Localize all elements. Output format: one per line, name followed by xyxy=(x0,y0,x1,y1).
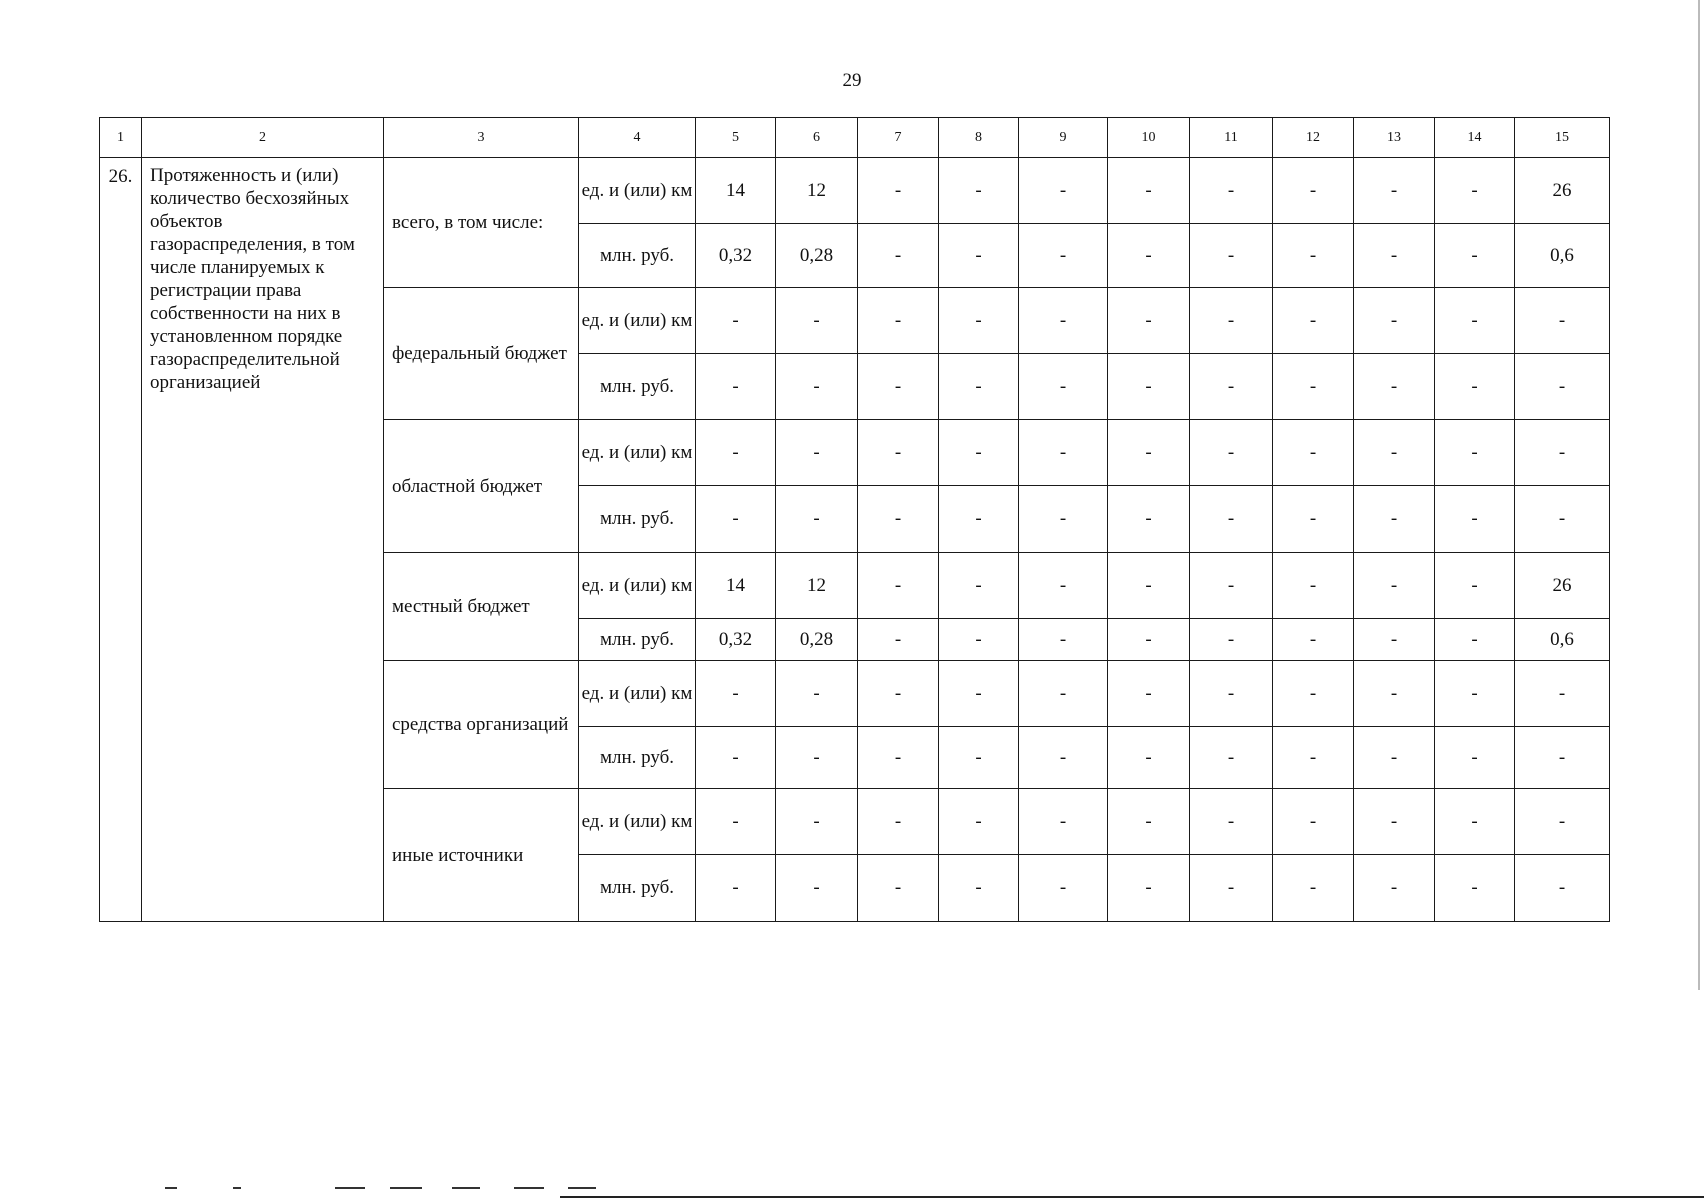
unit-cell: ед. и (или) км xyxy=(579,661,696,727)
value-cell: - xyxy=(1515,727,1610,789)
value-cell: - xyxy=(1190,661,1273,727)
unit-cell: млн. руб. xyxy=(579,727,696,789)
column-header: 12 xyxy=(1273,118,1354,158)
value-cell: - xyxy=(1108,553,1190,619)
value-cell: - xyxy=(1354,224,1435,288)
value-cell: 14 xyxy=(696,553,776,619)
value-cell: 0,6 xyxy=(1515,224,1610,288)
value-cell: - xyxy=(1273,619,1354,661)
value-cell: - xyxy=(939,224,1019,288)
value-cell: - xyxy=(1108,855,1190,922)
value-cell: 0,28 xyxy=(776,224,858,288)
value-cell: - xyxy=(858,354,939,420)
value-cell: - xyxy=(1019,158,1108,224)
value-cell: - xyxy=(1435,224,1515,288)
value-cell: - xyxy=(939,619,1019,661)
value-cell: - xyxy=(1108,486,1190,553)
value-cell: - xyxy=(1108,661,1190,727)
value-cell: - xyxy=(1435,855,1515,922)
column-header: 10 xyxy=(1108,118,1190,158)
value-cell: - xyxy=(858,619,939,661)
value-cell: - xyxy=(696,486,776,553)
value-cell: - xyxy=(1273,224,1354,288)
value-cell: - xyxy=(1019,486,1108,553)
value-cell: - xyxy=(1354,354,1435,420)
unit-cell: млн. руб. xyxy=(579,619,696,661)
scan-dash xyxy=(233,1187,241,1189)
value-cell: - xyxy=(1515,288,1610,354)
value-cell: - xyxy=(858,661,939,727)
column-header: 7 xyxy=(858,118,939,158)
unit-cell: ед. и (или) км xyxy=(579,158,696,224)
value-cell: - xyxy=(1354,789,1435,855)
value-cell: - xyxy=(776,486,858,553)
value-cell: - xyxy=(1019,420,1108,486)
value-cell: - xyxy=(1273,727,1354,789)
value-cell: - xyxy=(1108,727,1190,789)
value-cell: - xyxy=(858,224,939,288)
value-cell: 12 xyxy=(776,553,858,619)
value-cell: - xyxy=(1435,727,1515,789)
value-cell: - xyxy=(1019,619,1108,661)
column-header: 15 xyxy=(1515,118,1610,158)
value-cell: - xyxy=(776,661,858,727)
row-number: 26. xyxy=(100,158,142,922)
unit-cell: ед. и (или) км xyxy=(579,789,696,855)
value-cell: - xyxy=(776,354,858,420)
value-cell: - xyxy=(1019,354,1108,420)
value-cell: - xyxy=(1273,288,1354,354)
value-cell: - xyxy=(939,420,1019,486)
value-cell: 14 xyxy=(696,158,776,224)
value-cell: - xyxy=(1273,354,1354,420)
value-cell: - xyxy=(776,855,858,922)
value-cell: - xyxy=(1108,158,1190,224)
value-cell: - xyxy=(858,553,939,619)
value-cell: - xyxy=(1019,855,1108,922)
value-cell: - xyxy=(939,288,1019,354)
table-row xyxy=(100,158,1610,224)
funding-source: средства организаций xyxy=(384,661,579,789)
unit-cell: млн. руб. xyxy=(579,224,696,288)
value-cell: - xyxy=(1273,420,1354,486)
value-cell: - xyxy=(696,354,776,420)
scan-bottom-rule xyxy=(560,1196,1704,1198)
scan-dash xyxy=(568,1187,596,1189)
column-header: 6 xyxy=(776,118,858,158)
value-cell: - xyxy=(1108,354,1190,420)
scan-dash xyxy=(335,1187,365,1189)
value-cell: - xyxy=(1435,420,1515,486)
value-cell: 26 xyxy=(1515,553,1610,619)
value-cell: - xyxy=(1190,158,1273,224)
value-cell: - xyxy=(1273,553,1354,619)
value-cell: - xyxy=(1354,661,1435,727)
value-cell: 26 xyxy=(1515,158,1610,224)
header-row xyxy=(100,118,1610,158)
value-cell: - xyxy=(776,789,858,855)
scan-dash xyxy=(390,1187,422,1189)
value-cell: - xyxy=(1019,553,1108,619)
value-cell: - xyxy=(1273,158,1354,224)
value-cell: - xyxy=(1190,354,1273,420)
value-cell: - xyxy=(1019,661,1108,727)
value-cell: - xyxy=(1354,619,1435,661)
value-cell: - xyxy=(1108,224,1190,288)
value-cell: - xyxy=(939,661,1019,727)
value-cell: - xyxy=(1354,486,1435,553)
value-cell: - xyxy=(1515,354,1610,420)
value-cell: - xyxy=(1435,789,1515,855)
value-cell: - xyxy=(1273,486,1354,553)
scan-dash xyxy=(514,1187,544,1189)
value-cell: - xyxy=(1435,619,1515,661)
value-cell: - xyxy=(1354,158,1435,224)
value-cell: - xyxy=(1435,288,1515,354)
value-cell: - xyxy=(776,420,858,486)
value-cell: - xyxy=(1435,354,1515,420)
scan-dash xyxy=(165,1187,177,1189)
value-cell: - xyxy=(858,855,939,922)
value-cell: - xyxy=(1108,420,1190,486)
value-cell: - xyxy=(858,727,939,789)
value-cell: - xyxy=(1190,789,1273,855)
funding-source: местный бюджет xyxy=(384,553,579,661)
unit-cell: ед. и (или) км xyxy=(579,420,696,486)
value-cell: - xyxy=(939,855,1019,922)
funding-source: областной бюджет xyxy=(384,420,579,553)
column-header: 1 xyxy=(100,118,142,158)
value-cell: - xyxy=(939,789,1019,855)
value-cell: - xyxy=(939,553,1019,619)
value-cell: - xyxy=(939,486,1019,553)
value-cell: 12 xyxy=(776,158,858,224)
value-cell: - xyxy=(858,486,939,553)
value-cell: - xyxy=(939,354,1019,420)
value-cell: - xyxy=(1019,727,1108,789)
value-cell: - xyxy=(696,855,776,922)
value-cell: - xyxy=(1019,288,1108,354)
value-cell: - xyxy=(1190,288,1273,354)
value-cell: - xyxy=(1354,727,1435,789)
value-cell: - xyxy=(858,789,939,855)
value-cell: - xyxy=(1273,789,1354,855)
value-cell: - xyxy=(1354,855,1435,922)
column-header: 11 xyxy=(1190,118,1273,158)
unit-cell: ед. и (или) км xyxy=(579,553,696,619)
scan-edge-line xyxy=(1698,0,1700,990)
indicator-name: Протяженность и (или) количество бесхозяйных объектов газораспределения, в том числе планируемых к регистрации права собственности на них в установленном порядке газораспределительной организацией xyxy=(142,158,384,922)
column-header: 3 xyxy=(384,118,579,158)
value-cell: - xyxy=(1190,553,1273,619)
value-cell: 0,32 xyxy=(696,619,776,661)
value-cell: - xyxy=(1273,855,1354,922)
value-cell: - xyxy=(1190,855,1273,922)
column-header: 2 xyxy=(142,118,384,158)
value-cell: - xyxy=(1354,288,1435,354)
value-cell: - xyxy=(1515,855,1610,922)
value-cell: - xyxy=(858,420,939,486)
unit-cell: млн. руб. xyxy=(579,354,696,420)
value-cell: - xyxy=(858,158,939,224)
value-cell: - xyxy=(1354,553,1435,619)
value-cell: - xyxy=(1354,420,1435,486)
value-cell: - xyxy=(696,661,776,727)
value-cell: - xyxy=(1515,486,1610,553)
value-cell: - xyxy=(939,158,1019,224)
column-header: 8 xyxy=(939,118,1019,158)
value-cell: - xyxy=(1190,486,1273,553)
value-cell: - xyxy=(1435,553,1515,619)
value-cell: - xyxy=(1515,661,1610,727)
value-cell: - xyxy=(1515,789,1610,855)
data-table xyxy=(99,117,1610,922)
value-cell: - xyxy=(1019,789,1108,855)
unit-cell: ед. и (или) км xyxy=(579,288,696,354)
column-header: 5 xyxy=(696,118,776,158)
table-body xyxy=(100,158,1610,922)
funding-source: иные источники xyxy=(384,789,579,922)
unit-cell: млн. руб. xyxy=(579,486,696,553)
value-cell: - xyxy=(1435,158,1515,224)
value-cell: - xyxy=(696,420,776,486)
funding-source: федеральный бюджет xyxy=(384,288,579,420)
value-cell: - xyxy=(696,789,776,855)
value-cell: - xyxy=(696,727,776,789)
page-number: 29 xyxy=(842,70,862,91)
value-cell: - xyxy=(1273,661,1354,727)
value-cell: - xyxy=(1190,619,1273,661)
value-cell: - xyxy=(1108,619,1190,661)
value-cell: - xyxy=(858,288,939,354)
value-cell: - xyxy=(696,288,776,354)
value-cell: - xyxy=(1190,727,1273,789)
value-cell: 0,32 xyxy=(696,224,776,288)
value-cell: 0,6 xyxy=(1515,619,1610,661)
scan-dash xyxy=(452,1187,480,1189)
value-cell: - xyxy=(1108,288,1190,354)
value-cell: - xyxy=(1515,420,1610,486)
value-cell: - xyxy=(776,727,858,789)
value-cell: - xyxy=(1435,661,1515,727)
funding-source: всего, в том числе: xyxy=(384,158,579,288)
value-cell: - xyxy=(939,727,1019,789)
column-header: 14 xyxy=(1435,118,1515,158)
column-header: 4 xyxy=(579,118,696,158)
value-cell: - xyxy=(1435,486,1515,553)
value-cell: - xyxy=(1190,420,1273,486)
column-header: 13 xyxy=(1354,118,1435,158)
column-header: 9 xyxy=(1019,118,1108,158)
value-cell: - xyxy=(776,288,858,354)
unit-cell: млн. руб. xyxy=(579,855,696,922)
value-cell: 0,28 xyxy=(776,619,858,661)
value-cell: - xyxy=(1108,789,1190,855)
value-cell: - xyxy=(1190,224,1273,288)
value-cell: - xyxy=(1019,224,1108,288)
